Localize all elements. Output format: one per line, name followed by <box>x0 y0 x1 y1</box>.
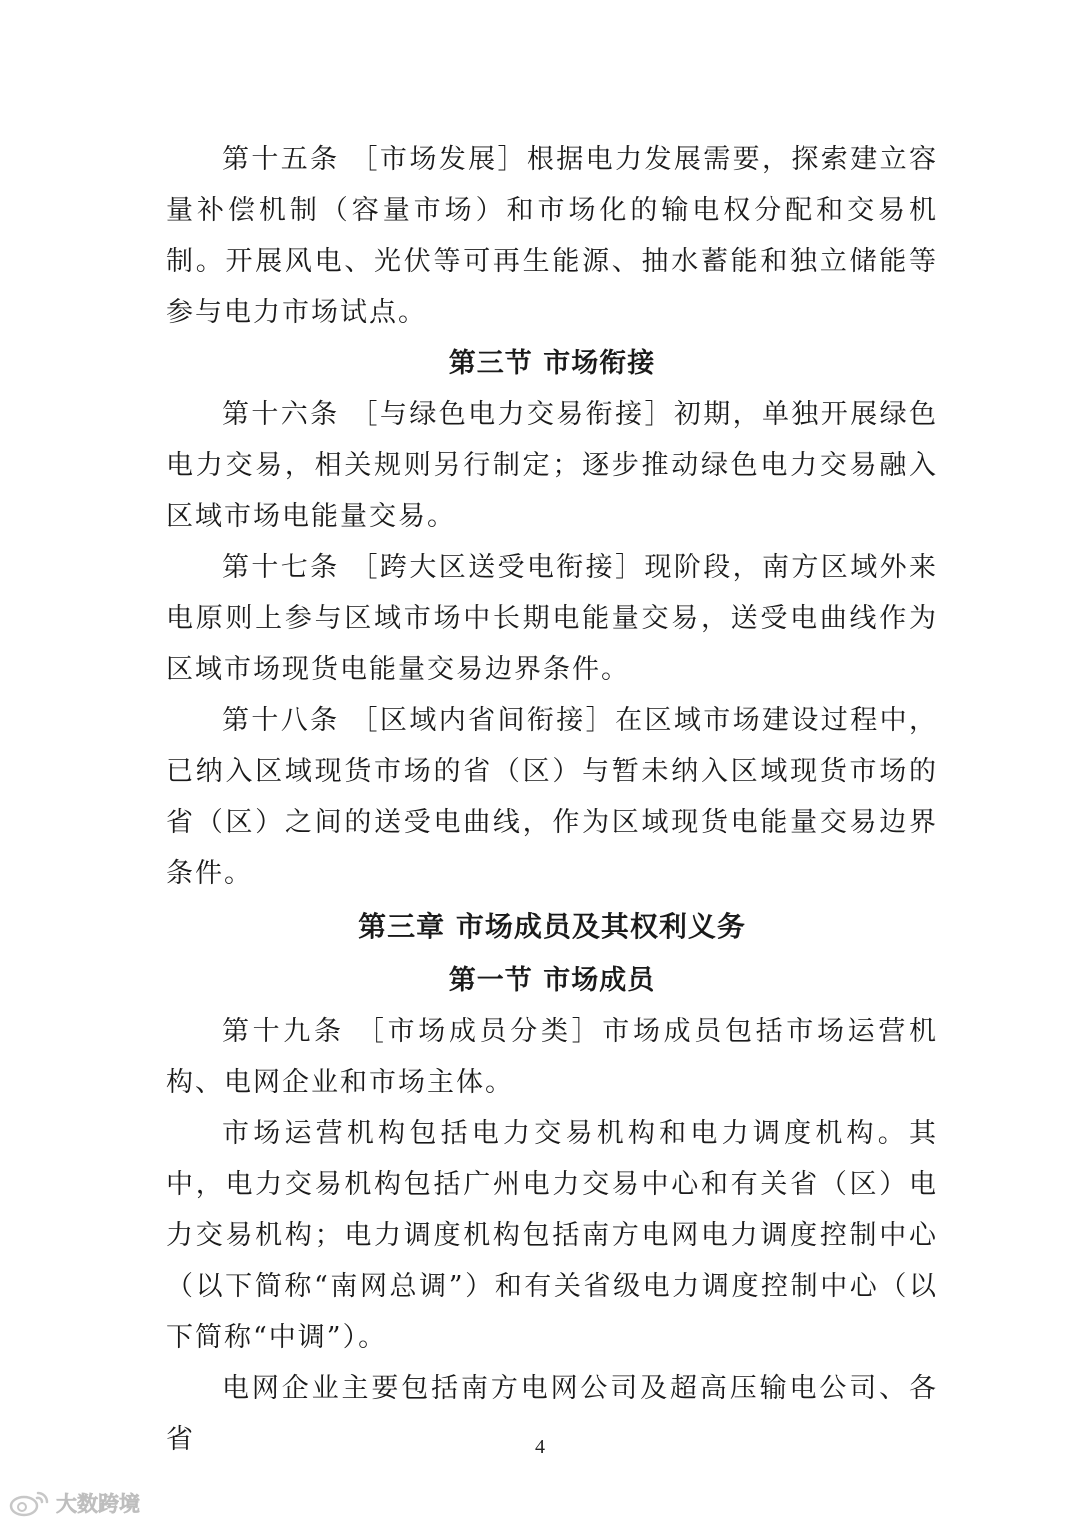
weibo-logo-icon <box>8 1489 50 1517</box>
document-body <box>166 134 938 1465</box>
page-number: 4 <box>535 1436 545 1458</box>
article-16: 第十六条 ［与绿色电力交易衔接］初期，单独开展绿色电力交易，相关规则另行制定；逐步推动绿色电力交易融入区域市场电能量交易。 <box>166 399 938 532</box>
article-18: 第十八条 ［区域内省间衔接］在区域市场建设过程中，已纳入区域现货市场的省（区）与暂未纳入区域现货市场的省（区）之间的送受电曲线，作为区域现货电能量交易边界条件。 <box>166 705 938 889</box>
article-17: 第十七条 ［跨大区送受电衔接］现阶段，南方区域外来电原则上参与区域市场中长期电能量交易，送受电曲线作为区域市场现货电能量交易边界条件。 <box>166 552 938 685</box>
watermark-text: 大数跨境 <box>56 1492 140 1516</box>
section-1-title: 第一节 市场成员 <box>448 965 656 996</box>
section-3-title: 第三节 市场衔接 <box>448 348 656 379</box>
article-15: 第十五条 ［市场发展］根据电力发展需要，探索建立容量补偿机制（容量市场）和市场化的输电权分配和交易机制。开展风电、光伏等可再生能源、抽水蓄能和独立储能等参与电力市场试点。 <box>166 144 938 328</box>
watermark <box>8 1488 140 1518</box>
chapter-3-title: 第三章 市场成员及其权利义务 <box>358 910 746 943</box>
market-operators-paragraph: 市场运营机构包括电力交易机构和电力调度机构。其中，电力交易机构包括广州电力交易中心和有关省（区）电力交易机构；电力调度机构包括南方电网电力调度控制中心（以下简称“南网总调”）和有关省级电力调度控制中心（以下简称“中调”）。 <box>166 1118 938 1353</box>
grid-companies-paragraph: 电网企业主要包括南方电网公司及超高压输电公司、各省 <box>166 1373 938 1455</box>
article-19: 第十九条 ［市场成员分类］市场成员包括市场运营机构、电网企业和市场主体。 <box>166 1016 938 1098</box>
